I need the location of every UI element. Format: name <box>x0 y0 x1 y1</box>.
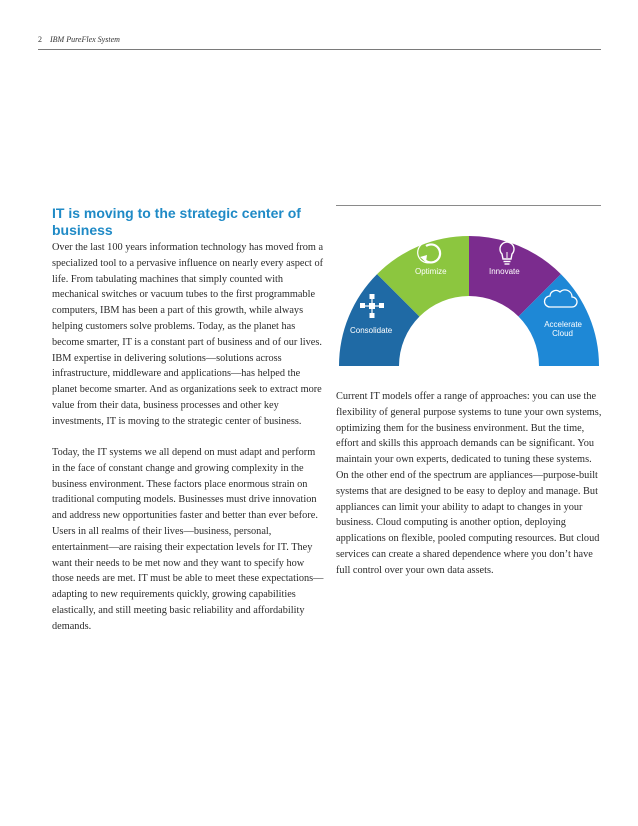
document-title: IBM PureFlex System <box>50 35 120 44</box>
header-divider <box>38 49 601 50</box>
segment-label-optimize: Optimize <box>415 267 447 276</box>
page-number: 2 <box>38 35 42 44</box>
right-column <box>336 389 604 579</box>
segment-label-cloud: Cloud <box>552 329 573 338</box>
it-models-diagram <box>336 216 601 376</box>
body-paragraph-3: Current IT models offer a range of approaches: you can use the flexibility of general purpose systems to tune your own systems, optimizing them for the business environment. But the time, effort and skills this approach demands can be significant. You maintain your own experts, dedicated to tuning these systems. On the other end of the spectrum are appliances—purpose-built systems that are designed to be easy to deploy and manage. But appliances can limit your ability to adapt to changes in your business. Cloud computing is another option, deploying applications on flexible, pooled computing resources. But cloud services can create a shared dependence where you don’t have full control over your own data assets. <box>336 391 602 576</box>
segment-label-innovate: Innovate <box>489 267 520 276</box>
segment-label-accelerate: Accelerate <box>544 320 582 329</box>
page-header <box>38 35 120 44</box>
segment-label-consolidate: Consolidate <box>350 326 393 335</box>
left-column <box>52 205 324 635</box>
body-paragraph-1: Over the last 100 years information technology has moved from a specialized tool to a pervasive influence on nearly every aspect of life. From tabulating machines that simply counted with mechanical switches or vacuum tubes to the first programmable computers, IBM has been a part of this growth, while always helping customers solve problems. Today, as the planet has become smarter, IT is a constant part of business and of our lives. IBM expertise in delivering solutions—solutions across infrastructure, middleware and applications—has helped the planet become smarter. And as organizations seek to extract more value from their data, business processes and other key investments, IT is moving to the strategic center of business. <box>52 242 324 427</box>
arc-diagram-svg <box>336 216 601 376</box>
body-paragraph-2: Today, the IT systems we all depend on must adapt and perform in the face of constant change and growing complexity in the business environment. These factors place enormous strain on traditional computing models. Businesses must drive innovation and address new opportunities faster and better than ever before. Users in all realms of their lives—business, personal, entertainment—are raising their expectation levels for IT. They want their needs to be met now and they want to specify how those needs are met. IT must be able to meet these expectations—adapting to new requirements quickly, growing capabilities elastically, and still meeting basic reliability and affordability demands. <box>52 447 324 632</box>
diagram-top-divider <box>336 205 601 206</box>
section-heading: IT is moving to the strategic center of business <box>52 205 301 238</box>
